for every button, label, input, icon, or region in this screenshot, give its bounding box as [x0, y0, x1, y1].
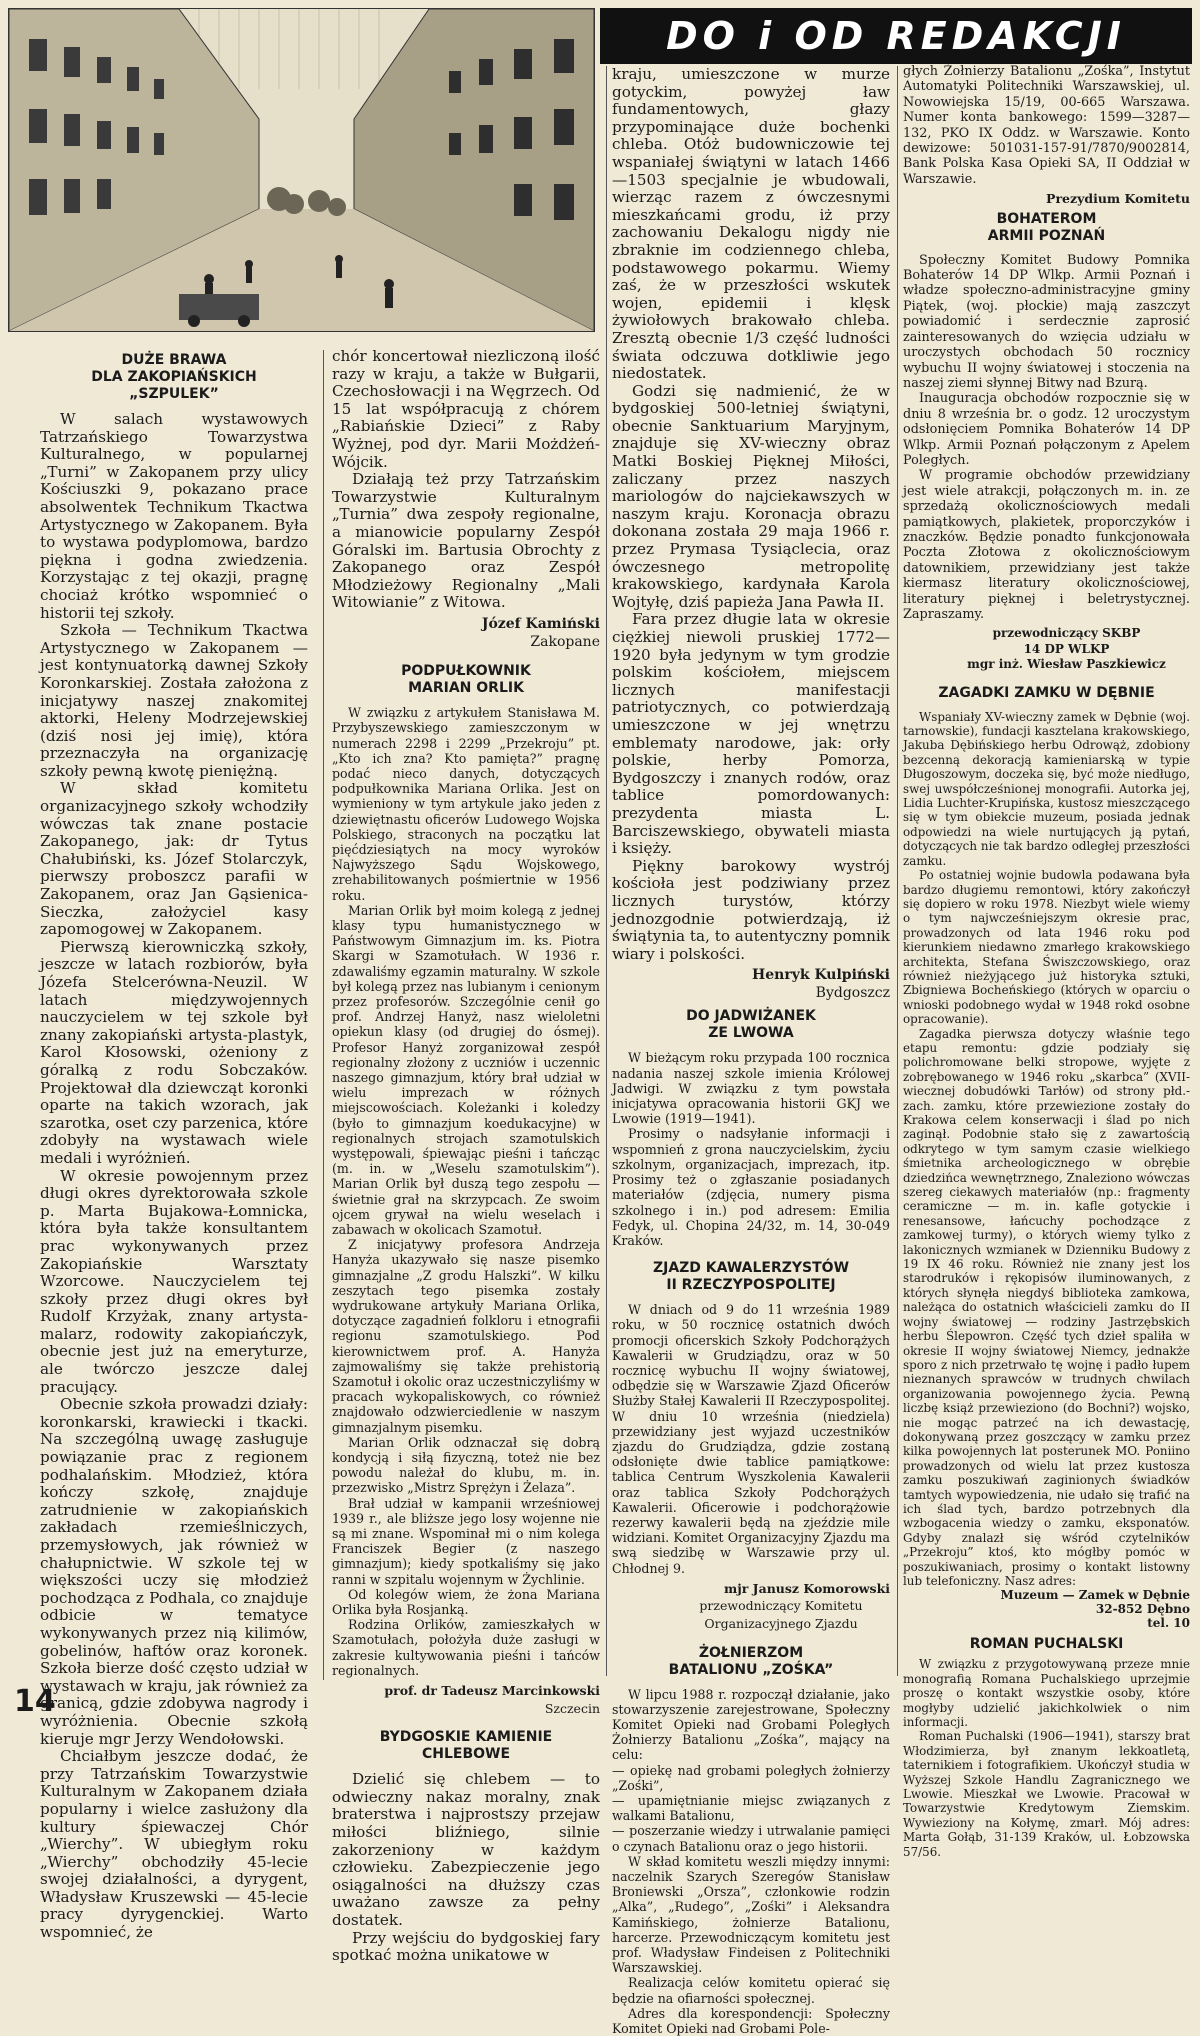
author-place: Szczecin [544, 1700, 600, 1716]
paragraph: Wspaniały XV-wieczny zamek w Dębnie (woj. tarnowskie), fundacji kasztelana krakowskiego, Jakuba Dębińskiego herbu Odrowąż, zdobiony bezcenną dekoracją kamieniarską w typie Długoszowym, doczeka się, być może niedługo, swej uwspółcześnionej monografii. Autorka jej, Lidia Luchter-Krupińska, kustosz mieszczącego się w tym obiekcie muzeum, posiada jednak odpowiedzi na wiele nurtujących ją pytań, dotyczących nie tak bardzo odległej przeszłości zamku. [903, 709, 1190, 868]
author-place: Zakopane [530, 633, 600, 650]
paragraph: Od kolegów wiem, że żona Mariana Orlika była Rosjanką. [332, 1586, 600, 1618]
paragraph: Marian Orlik odznaczał się dobrą kondycją i siłą fizyczną, toteż nie bez powodu należał do klubu, m. in. przezwisko „Mistrz Sprężyn i Żelaza”. [332, 1434, 600, 1496]
paragraph: Dzielić się chlebem — to odwieczny nakaz moralny, znak braterstwa i najprostszy przejaw miłości bliźniego, silnie zakorzeniony w każdym człowieku. Zabezpieczenie jego osiągalności na dłuższy czas uważano zawsze za pełny dostatek. [332, 1770, 600, 1930]
paragraph: Realizacja celów komitetu opierać się będzie na ofiarności społecznej. [612, 1975, 890, 2006]
article-heading-orlik: PODPUŁKOWNIK MARIAN ORLIK [401, 663, 531, 697]
column-3 [612, 66, 890, 2036]
column-4 [903, 64, 1190, 1859]
author-signature: Józef Kamiński [481, 615, 600, 632]
author-signature: prof. dr Tadeusz Marcinkowski [384, 1683, 600, 1699]
paragraph: Zagadka pierwsza dotyczy właśnie tego etapu remontu: gdzie podziały się polichromowane belki stropowe, wyjęte z zobrębowanego w 1946 roku „skarbca” (XVII-wiecznej dobudówki Tarłów) od strony płd.-zach. zamku, które przewiezione zostały do Krakowa celem konserwacji i ślad po nich zaginął. Podobnie stało się z zawartością odkrytego w tym samym czasie wielkiego śmietnika archeologicznego w obrębie dziedzińca wewnętrznego, Znaleziono wówczas szereg ciekawych materiałów (np.: fragmenty ceramiczne — m. in. kafle gotyckie i renesansowe, łańcuchy pochodzące z zamkowej turmy), o których wiemy tylko z lakonicznych wzmianek w Dzienniku Budowy z 19 IX 46 roku. Również nie znany jest los starodruków i rękopisów iluminowanych, z których słynęła niegdyś biblioteka zamkowa, należąca do ostatnich właścicieli zamku do II wojny światowej — rodziny Jastrzębskich herbu Ślepowron. Część tych dzieł spaliła w okresie II wojny światowej Niemcy, jednakże sporo z nich przetrwało tę wojnę i padło łupem nieznanych sprawców w trudnych chwilach organizowania powojennego życia. Pewną liczbę książ przewieziono (do Bochni?) wojsko, nie mogąc patrzeć na ich dewastację, dokonywaną przez goszczący w zamku przez kilka powojennych lat posterunek MO. Poniino prowadzonych od wielu lat przez kustosza zamku poszukiwań zaginionych świadków tamtych wypowiedzenia, nie udało się trafić na ich ślad tych, bardzo potrzebnych dla wzbogacenia wiedzy o zamku, eksponatów. Gdyby znalazł się wśród czytelników „Przekroju” ktoś, kto mógłby pomóc w poszukiwaniach, prosimy o kontakt listowny lub telefoniczny. Nasz adres: [903, 1026, 1190, 1588]
article-heading-zoska: ŻOŁNIERZOM BATALIONU „ZOŚKA” [668, 1644, 834, 1678]
column-1 [40, 352, 308, 1942]
zoska-article [612, 1687, 890, 2036]
article-heading-zjazd: ZJAZD KAWALERZYSTÓW II RZECZYPOSPOLITEJ [652, 1260, 850, 1294]
article-heading-jadwizanki: DO JADWIŻANEK ZE LWOWA [686, 1008, 816, 1042]
paragraph: Adres dla korespondencji: Społeczny Komitet Opieki nad Grobami Pole- [612, 2005, 890, 2036]
street-engraving-image [9, 9, 594, 331]
paragraph: W okresie powojennym przez długi okres dyrektorowała szkole p. Marta Bujakowa-Łomnicka, która była także konsultantem prac wykonywanych przez Zakopiańskie Warsztaty Wzorcowe. Nauczycielem tej szkoły przez długi okres był Rudolf Krzyżak, znany artysta-malarz, rodowity zakopiańczyk, obecnie jest już na emeryturze, ale twórczo jeszcze dalej pracujący. [40, 1166, 308, 1396]
paragraph: W salach wystawowych Tatrzańskiego Towarzystwa Kulturalnego, w popularnej „Turni” w Zakopanem przy ulicy Kościuszki 9, pokazano prace absolwentek Technikum Tkactwa Artystycznego w Zakopanem. Była to wystawa podyplomowa, bardzo piękna i godna zwiedzenia. Korzystając z tej okazji, pragnę chociaż krótko wspomnieć o historii tej szkoły. [40, 410, 308, 622]
paragraph: Roman Puchalski (1906—1941), starszy brat Włodzimierza, był znanym lekkoatletą, taternikiem i fotografikiem. Ukończył studia w Wyższej Szkole Handlu Zagranicznego we Lwowie. Mieszkał we Lwowie. Pracował w Towarzystwie Kredytowym Ziemskim. Wywieziony na Kołymę, zmarł. Mój adres: Marta Gołąb, 31-139 Kraków, ul. Łobzowska 57/56. [903, 1729, 1190, 1859]
article-heading-poznan: BOHATEROM ARMII POZNAŃ [987, 210, 1106, 244]
list-item: — opiekę nad grobami poległych żołnierzy „Zośki”, [612, 1762, 890, 1793]
paragraph: W dniach od 9 do 11 września 1989 roku, w 50 rocznicę ostatnich dwóch promocji oficerskich Szkoły Podchorążych Kawalerii w Grudziądzu, oraz w 50 rocznicę wybuchu II wojny światowej, odbędzie się w Warszawie Zjazd Oficerów Służby Stałej Kawalerii II Rzeczypospolitej. W dniu 10 września (niedziela) przewidziany jest wyjazd uczestników zjazdu do Grudziądza, gdzie zostaną odsłonięte dwie tablice pamiątkowe: tablica Centrum Wyszkolenia Kawalerii oraz tablica Szkoły Podchorążych Kawalerii. Oficerowie i podchorążowie rezerwy kawalerii będą na zjeździe mile widziani. Komitet Organizacyjny Zjazdu ma swą siedzibę w Warszawie przy ul. Chłodnej 9. [612, 1302, 890, 1576]
jadwizanki-article [612, 1050, 890, 1248]
article-heading-szpulek: DUŻE BRAWA DLA ZAKOPIAŃSKICH „SZPULEK” [91, 352, 257, 402]
author-role: przewodniczący Komitetu Organizacyjnego Zjazdu [699, 1598, 863, 1631]
paragraph: Marian Orlik był moim kolegą z jednej klasy typu humanistycznego w Państwowym Gimnazjum im. ks. Piotra Skargi w Szamotułach. W 1936 r. zdawaliśmy egzamin maturalny. W szkole był kolegą przez nas lubianym i cenionym przez profesorów. Szczególnie cenił go prof. Andrzej Hanyż, nasz wieloletni opiekun klasy (od drugiej do ósmej). Profesor Hanyż zorganizował zespół regionalny złożony z uczniów i uczennic naszego gimnazjum, który brał udział w wielu imprezach w różnych miejscowościach. Koleżanki i koledzy (było to gimnazjum koedukacyjne) w regionalnych strojach szamotulskich występowali, śpiewając pieśni i tańcząc (m. in. w „Weselu szamotulskim”). Marian Orlik był duszą tego zespołu — świetnie grał na skrzypcach. Ze swoim ojcem grywał na wielu weselach i zabawach w okolicach Szamotuł. [332, 902, 600, 1237]
paragraph: Działają też przy Tatrzańskim Towarzystwie Kulturalnym „Turnia” dwa zespoły regionalne, a mianowicie popularny Zespół Góralski im. Bartusia Obrochty z Zakopanego oraz Zespół Młodzieżowy Regionalny „Mali Witowianie” z Witowa. [332, 470, 600, 612]
paragraph: Obecnie szkoła prowadzi działy: koronkarski, krawiecki i tkacki. Na szczególną uwagę zasługuje powiązanie prac z regionem podhalańskim. Młodzież, która kończy szkołę, znajduje zatrudnienie w zakopiańskich zakładach rzemieślniczych, przemysłowych, jak również w chałupnictwie. W szkole tej w większości uczy się młodzież pochodząca z Podhala, co znajduje odbicie w tematyce wykonywanych przez nią kilimów, gobelinów, haftów oraz koronek. Szkoła bierze dość często udział w wystawach w kraju, jak również za granicą, gdzie zdobywa nagrody i wyróżnienia. Obecnie szkołą kieruje mgr Jerzy Wendołowski. [40, 1395, 308, 1748]
article-heading-puchalski: ROMAN PUCHALSKI [969, 1636, 1124, 1653]
paragraph: Brał udział w kampanii wrześniowej 1939 r., ale bliższe jego losy wojenne nie są mi znane. Wspominał mi o nim kolega Franciszek Begier (z naszego gimnazjum); kiedy spotkaliśmy się jako ranni w szpitalu wojennym w Żychlinie. [332, 1495, 600, 1587]
column-divider [606, 66, 607, 1676]
author-signature: Prezydium Komitetu [1046, 191, 1190, 207]
article-heading-kamienie: BYDGOSKIE KAMIENIE CHLEBOWE [379, 1729, 553, 1763]
section-banner: DO i OD REDAKCJI [600, 8, 1192, 64]
zamek-article [903, 710, 1190, 1589]
paragraph: Pierwszą kierowniczką szkoły, jeszcze w latach rozbiorów, była Józefa Stelcerówna-Neuzil. W latach międzywojennych nauczycielem w tej szkole był znany zakopiański artysta-plastyk, Karol Kłosowski, ożeniony z góralką z rodu Sobczaków. Projektował dla dziewcząt koronki oparte na takich wzorach, jak szarotka, oset czy parzenica, które zdobyły na wystawach wiele medali i wyróżnień. [40, 937, 308, 1167]
paragraph: Godzi się nadmienić, że w bydgoskiej 500-letniej świątyni, obecnie Sanktuarium Maryjnym, znajduje się XV-wieczny obraz Matki Boskiej Pięknej Miłości, zaliczany przez naszych mariologów do najciekawszych w naszym kraju. Koronacja obrazu dokonana została 29 maja 1966 r. przez Prymasa Tysiąclecia, oraz ówczesnego metropolitę krakowskiego, kardynała Karola Wojtyłę, dziś papieża Jana Pawła II. [612, 381, 890, 611]
page-number: 14 [14, 1684, 56, 1719]
paragraph: Prosimy o nadsyłanie informacji i wspomnień z grona nauczycielskim, życiu szkolnym, organizacjach, imprezach, itp. Prosimy też o zgłaszanie posiadanych materiałów (zdjęcia, numery pisma szkolnego i in.) pod adresem: Emilia Fedyk, ul. Chopina 24/32, m. 14, 30-049 Kraków. [612, 1126, 890, 1248]
paragraph: Szkoła — Technikum Tkactwa Artystycznego w Zakopanem — jest kontynuatorką dawnej Szkoły Koronkarskiej. Została założona z inicjatywy naszej znakomitej aktorki, Heleny Modrzejewskiej (dziś nosi jej imię), która przeznaczyła na organizację szkoły pewną kwotę pieniężną. [40, 621, 308, 780]
author-signature: Henryk Kulpiński [752, 967, 890, 984]
author-signature: przewodniczący SKBP 14 DP WLKP mgr inż. Wiesław Paszkiewicz [967, 626, 1166, 672]
zjazd-article [612, 1302, 890, 1576]
paragraph: Z inicjatywy profesora Andrzeja Hanyża ukazywało się nasze pisemko gimnazjalne „Z grodu Halszki”. W kilku zeszytach tego pisemka zostały wydrukowane artykuły Mariana Orlika, dotyczące zagadnień folkloru i etnografii regionu szamotulskiego. Pod kierownictwem prof. A. Hanyża zajmowaliśmy się także prehistorią Szamotuł i okolic oraz uczestniczyliśmy w pracach wykopaliskowych, co również znajdowało odzwierciedlenie w naszym gimnazjalnym pisemku. [332, 1237, 600, 1435]
paragraph: Społeczny Komitet Budowy Pomnika Bohaterów 14 DP Wlkp. Armii Poznań i władze społeczno-administracyjne gminy Piątek, (woj. płockie) mają zaszczyt powiadomić i serdecznie zaprosić zainteresowanych do wzięcia udziału w uroczystych obchodach 50 rocznicy wybuchu II wojny światowej i stoczenia na naszej ziemi słynnej Bitwy nad Bzurą. [903, 252, 1190, 391]
paragraph: chór koncertował niezliczoną ilość razy w kraju, a także w Bułgarii, Czechosłowacji i na Węgrzech. Od 15 lat współpracują z chórem „Rabiańskie Dzieci” z Raby Wyżnej, pod dyr. Marii Możdżeń-Wójcik. [332, 347, 600, 471]
museum-address: Muzeum — Zamek w Dębnie 32-852 Dębno tel. 10 [1000, 1588, 1190, 1631]
paragraph: Rodzina Orlików, zamieszkałych w Szamotułach, położyła duże zasługi w zakresie kultywowania pieśni i tańców regionalnych. [332, 1617, 600, 1678]
paragraph: W związku z artykułem Stanisława M. Przybyszewskiego zamieszczonym w numerach 2298 i 2299 „Przekroju” pt. „Kto ich zna? Kto pamięta?” pragnę podać nieco danych, dotyczących podpułkownika Mariana Orlika. Jest on wymieniony w tym artykule jako jeden z dziewiętnastu oficerów Ludowego Wojska Polskiego, straconych na początku lat pięćdziesiątych na mocy wyroków Najwyższego Sądu Wojskowego, zrehabilitowanych pośmiertnie w 1956 roku. [332, 705, 600, 903]
paragraph: Piękny barokowy wystrój kościoła jest podziwiany przez licznych turystów, którzy jednozgodnie potwierdzają, iż świątynia ta, to autentyczny pomnik wiary i polskości. [612, 856, 890, 963]
paragraph: W związku z przygotowywaną przeze mnie monografią Romana Puchalskiego uprzejmie proszę o kontakt wszystkie osoby, które mogłyby udzielić jakichkolwiek o nim informacji. [903, 1657, 1190, 1730]
puchalski-article [903, 1657, 1190, 1859]
paragraph: W bieżącym roku przypada 100 rocznica nadania naszej szkole imienia Królowej Jadwigi. W związku z tym powstała inicjatywa opracowania historii GKJ we Lwowie (1919—1941). [612, 1050, 890, 1127]
orlik-article [332, 705, 600, 1678]
paragraph: W skład komitetu weszli między innymi: naczelnik Szarych Szeregów Stanisław Broniewski „Orsza”, członkowie rodzin „Alka”, „Rudego”, „Zośki” i Aleksandra Kamińskiego, żołnierze Batalionu, harcerze. Przewodniczącym komitetu jest prof. Władysław Findeisen z Politechniki Warszawskiej. [612, 1853, 890, 1976]
paragraph: W lipcu 1988 r. rozpoczął działanie, jako stowarzyszenie zarejestrowane, Społeczny Komitet Opieki nad Grobami Poległych Żołnierzy Batalionu „Zośka”, mający na celu: [612, 1686, 890, 1763]
street-illustration [8, 8, 595, 332]
list-item: — upamiętnianie miejsc związanych z walkami Batalionu, [612, 1792, 890, 1824]
paragraph: Chciałbym jeszcze dodać, że przy Tatrzańskim Towarzystwie Kulturalnym w Zakopanem działa popularny i wielce zasłużony dla kultury śpiewaczej Chór „Wierchy”. W ubiegłym roku „Wierchy” obchodziły 45-lecie swojej działalności, a dyrygent, Władysław Kruszewski — 45-lecie pracy dyrygenckiej. Warto wspomnieć, że [40, 1747, 308, 1942]
paragraph: Przy wejściu do bydgoskiej fary spotkać można unikatowe w [332, 1928, 600, 1965]
author-signature: mjr Janusz Komorowski [724, 1580, 890, 1596]
paragraph: głych Żołnierzy Batalionu „Zośka”, Instytut Automatyki Politechniki Warszawskiej, ul. Nowowiejska 15/19, 00-665 Warszawa. Numer konta bankowego: 1599—3287—132, PKO IX Oddz. w Warszawie. Konto dewizowe: 501031-157-91/7870/9002814, Bank Polska Kasa Opieki SA, II Oddział w Warszawie. [903, 64, 1190, 187]
article-heading-zamek: ZAGADKI ZAMKU W DĘBNIE [938, 684, 1155, 701]
paragraph: W skład komitetu organizacyjnego szkoły wchodziły wówczas tak znane postacie Zakopanego, jak: dr Tytus Chałubiński, ks. Józef Stolarczyk, pierwszy proboszcz parafii w Zakopanem, oraz Jan Gąsienica-Sieczka, założyciel kasy zapomogowej w Zakopanem. [40, 779, 308, 939]
paragraph: Inauguracja obchodów rozpocznie się w dniu 8 września br. o godz. 12 uroczystym odsłonięciem Pomnika Bohaterów 14 DP Wlkp. Armii Poznań połączonym z Apelem Poległych. [903, 391, 1190, 468]
paragraph: kraju, umieszczone w murze gotyckim, powyżej ław fundamentowych, głazy przypominające duże bochenki chleba. Otóż budowniczowie tej wspaniałej świątyni w latach 1466—1503 specjalnie je wbudowali, wierząc razem z ówczesnymi mieszkańcami grodu, iż przy zachowaniu Dekalogu nigdy nie zbraknie im codziennego chleba, podstawowego pokarmu. Wiemy zaś, że w przeszłości wskutek wojen, epidemii i klęsk żywiołowych brakowało chleba. Zresztą obecnie 1/3 część ludności świata odczuwa dotkliwie jego niedostatek. [612, 65, 890, 383]
paragraph: Po ostatniej wojnie budowla podawana była bardzo długiemu remontowi, który zakończył się dopiero w roku 1978. Niezbyt wiele wiemy o tym najwcześniejszym okresie prac, prowadzonych od lata 1946 roku pod kierunkiem niedawno zmarłego krakowskiego architekta, Stefana Świszczowskiego, oraz również nieżyjącego już historyka sztuki, Zbigniewa Bocheńskiego (których w oparciu o wnioski podobnego wydał w 1948 rokd osobne opracowanie). [903, 868, 1190, 1027]
paragraph: Fara przez długie lata w okresie ciężkiej niewoli pruskiej 1772—1920 była jedynym w tym grodzie polskim kościołem, miejscem licznych manifestacji patriotycznych, co potwierdzają umieszczone w jej wnętrzu emblematy narodowe, jak: orły polskie, herby Pomorza, Bydgoszczy i znanych rodów, oraz tablice pomordowanych: prezydenta miasta L. Barciszewskiego, obywateli miasta i księży. [612, 610, 890, 858]
list-item: — poszerzanie wiedzy i utrwalanie pamięci o czynach Batalionu oraz o jego historii. [612, 1823, 890, 1854]
paragraph: W programie obchodów przewidziany jest wiele atrakcji, połączonych m. in. ze sprzedażą okolicznościowych medali pamiątkowych, plakietek, proporczyków i znaczków. Będzie ponadto funkcjonowała Poczta Złotowa z okolicznościowym datownikiem, przewidziany jest także kiermasz literatury okolicznościowej, literatury pięknej i beletrystycznej. Zapraszamy. [903, 468, 1190, 622]
author-place: Bydgoszcz [815, 984, 890, 1001]
column-2 [332, 348, 600, 1965]
column-divider [897, 66, 898, 1676]
column-divider [323, 350, 324, 1680]
